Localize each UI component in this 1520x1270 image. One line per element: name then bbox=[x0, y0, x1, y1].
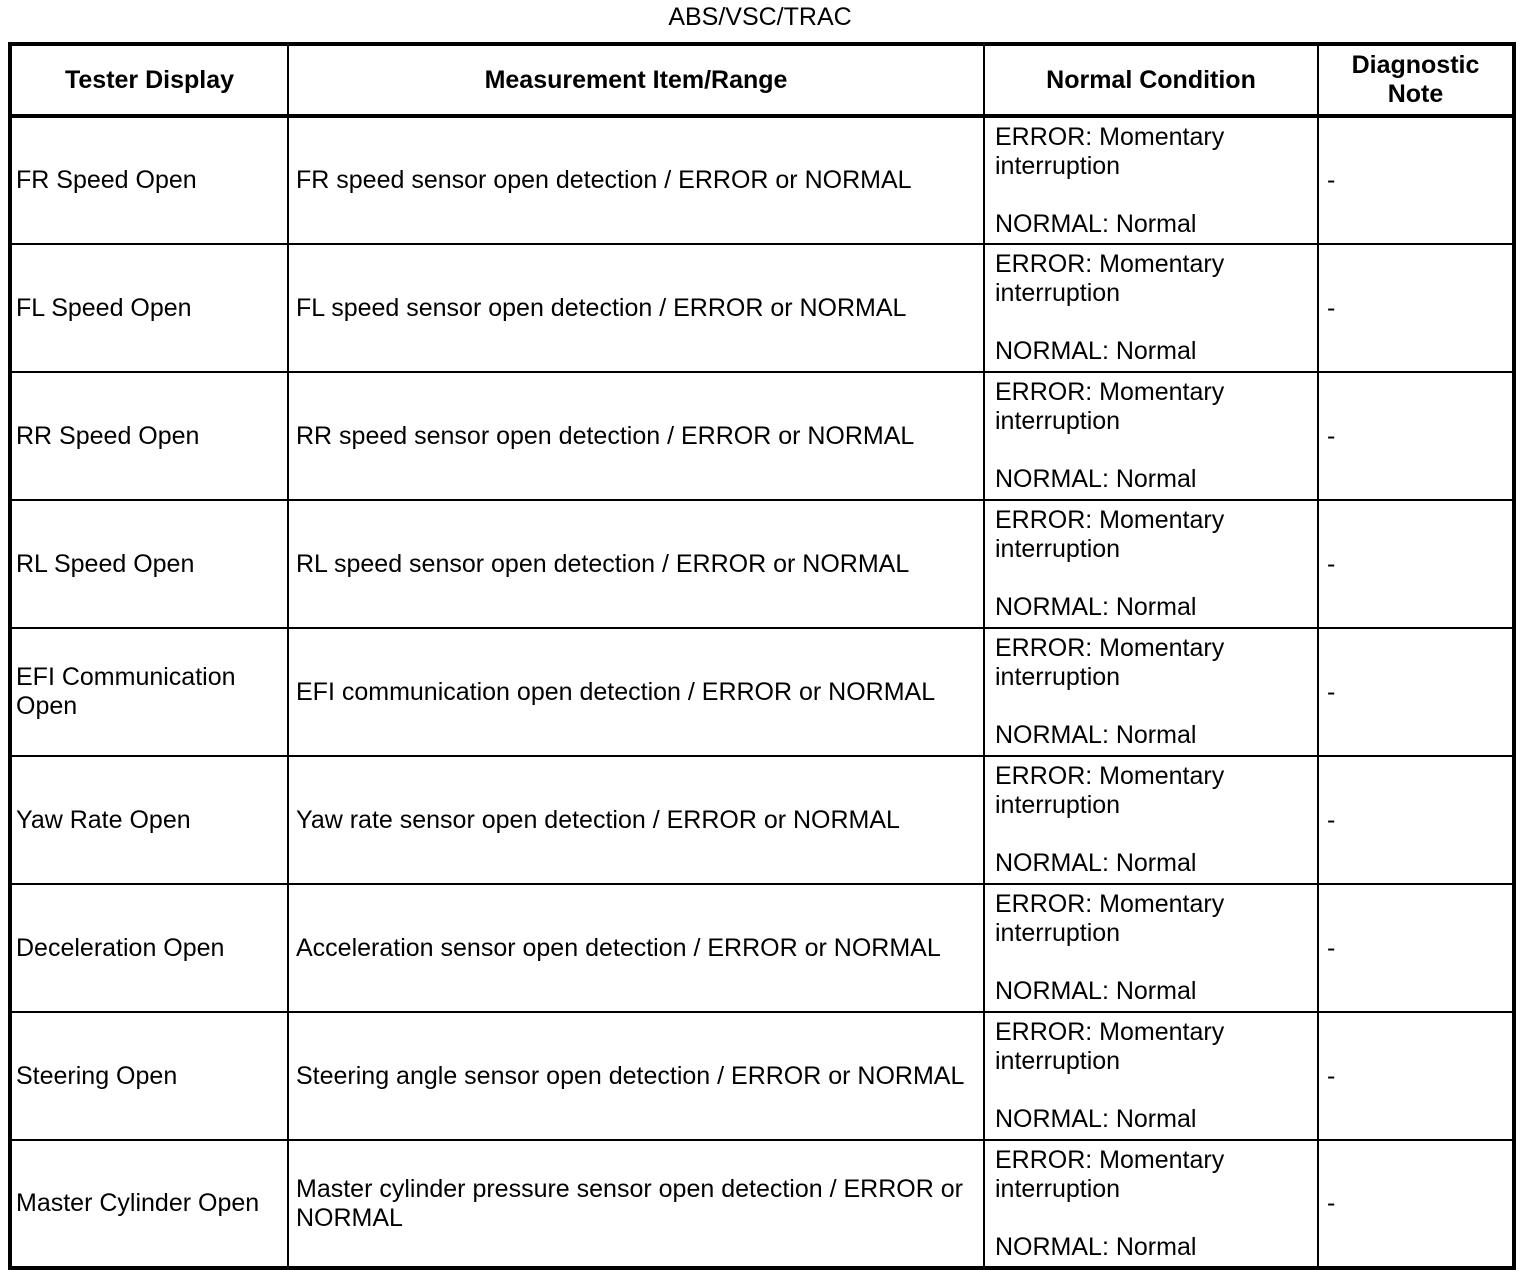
cell-measurement: FL speed sensor open detection / ERROR or NORMAL bbox=[288, 244, 984, 372]
col-header-measurement-item-range: Measurement Item/Range bbox=[288, 44, 984, 116]
cell-normal-condition bbox=[984, 756, 1318, 884]
cell-measurement: RL speed sensor open detection / ERROR or NORMAL bbox=[288, 500, 984, 628]
table-row bbox=[10, 244, 1514, 372]
normal-condition-error-line: ERROR: Momentary interruption bbox=[995, 506, 1225, 563]
table-row bbox=[10, 1140, 1514, 1268]
cell-measurement: EFI communication open detection / ERROR or NORMAL bbox=[288, 628, 984, 756]
cell-normal-condition bbox=[984, 1140, 1318, 1268]
cell-tester-display: FL Speed Open bbox=[10, 244, 288, 372]
cell-tester-display: Yaw Rate Open bbox=[10, 756, 288, 884]
normal-condition-normal-line: NORMAL: Normal bbox=[995, 721, 1197, 749]
normal-condition-error-line: ERROR: Momentary interruption bbox=[995, 1018, 1225, 1075]
cell-diagnostic-note: - bbox=[1318, 1140, 1514, 1268]
cell-measurement: Master cylinder pressure sensor open detection / ERROR or NORMAL bbox=[288, 1140, 984, 1268]
cell-tester-display: Deceleration Open bbox=[10, 884, 288, 1012]
cell-diagnostic-note: - bbox=[1318, 244, 1514, 372]
cell-tester-display: Master Cylinder Open bbox=[10, 1140, 288, 1268]
normal-condition-error-line: ERROR: Momentary interruption bbox=[995, 634, 1225, 691]
normal-condition-normal-line: NORMAL: Normal bbox=[995, 593, 1197, 621]
normal-condition-normal-line: NORMAL: Normal bbox=[995, 1233, 1197, 1261]
normal-condition-normal-line: NORMAL: Normal bbox=[995, 337, 1197, 365]
cell-diagnostic-note: - bbox=[1318, 1012, 1514, 1140]
diagnostic-table bbox=[8, 42, 1516, 1270]
normal-condition-error-line: ERROR: Momentary interruption bbox=[995, 762, 1225, 819]
col-header-normal-condition: Normal Condition bbox=[984, 44, 1318, 116]
table-row bbox=[10, 884, 1514, 1012]
normal-condition-error-line: ERROR: Momentary interruption bbox=[995, 378, 1225, 435]
col-header-tester-display: Tester Display bbox=[10, 44, 288, 116]
cell-diagnostic-note: - bbox=[1318, 884, 1514, 1012]
normal-condition-normal-line: NORMAL: Normal bbox=[995, 1105, 1197, 1133]
table-row bbox=[10, 756, 1514, 884]
table-row bbox=[10, 116, 1514, 244]
cell-normal-condition bbox=[984, 628, 1318, 756]
page-title: ABS/VSC/TRAC bbox=[668, 3, 852, 31]
cell-normal-condition bbox=[984, 372, 1318, 500]
cell-normal-condition bbox=[984, 884, 1318, 1012]
normal-condition-normal-line: NORMAL: Normal bbox=[995, 849, 1197, 877]
normal-condition-normal-line: NORMAL: Normal bbox=[995, 210, 1197, 238]
cell-measurement: Steering angle sensor open detection / ERROR or NORMAL bbox=[288, 1012, 984, 1140]
cell-diagnostic-note: - bbox=[1318, 628, 1514, 756]
table-row bbox=[10, 500, 1514, 628]
normal-condition-normal-line: NORMAL: Normal bbox=[995, 977, 1197, 1005]
cell-normal-condition bbox=[984, 244, 1318, 372]
normal-condition-error-line: ERROR: Momentary interruption bbox=[995, 123, 1225, 180]
cell-measurement: Acceleration sensor open detection / ERROR or NORMAL bbox=[288, 884, 984, 1012]
cell-tester-display: EFI Communication Open bbox=[10, 628, 288, 756]
normal-condition-error-line: ERROR: Momentary interruption bbox=[995, 890, 1225, 947]
cell-measurement: FR speed sensor open detection / ERROR or NORMAL bbox=[288, 116, 984, 244]
col-header-diagnostic-note: Diagnostic Note bbox=[1318, 44, 1514, 116]
cell-tester-display: RL Speed Open bbox=[10, 500, 288, 628]
cell-measurement: RR speed sensor open detection / ERROR or NORMAL bbox=[288, 372, 984, 500]
cell-diagnostic-note: - bbox=[1318, 116, 1514, 244]
table-row bbox=[10, 1012, 1514, 1140]
table-row bbox=[10, 372, 1514, 500]
cell-tester-display: FR Speed Open bbox=[10, 116, 288, 244]
table-header-row bbox=[10, 44, 1514, 116]
cell-normal-condition bbox=[984, 500, 1318, 628]
normal-condition-error-line: ERROR: Momentary interruption bbox=[995, 1146, 1225, 1203]
normal-condition-error-line: ERROR: Momentary interruption bbox=[995, 250, 1225, 307]
cell-normal-condition bbox=[984, 1012, 1318, 1140]
cell-diagnostic-note: - bbox=[1318, 756, 1514, 884]
cell-normal-condition bbox=[984, 116, 1318, 244]
table-row bbox=[10, 628, 1514, 756]
cell-measurement: Yaw rate sensor open detection / ERROR or NORMAL bbox=[288, 756, 984, 884]
cell-tester-display: RR Speed Open bbox=[10, 372, 288, 500]
cell-diagnostic-note: - bbox=[1318, 500, 1514, 628]
normal-condition-normal-line: NORMAL: Normal bbox=[995, 465, 1197, 493]
cell-diagnostic-note: - bbox=[1318, 372, 1514, 500]
cell-tester-display: Steering Open bbox=[10, 1012, 288, 1140]
